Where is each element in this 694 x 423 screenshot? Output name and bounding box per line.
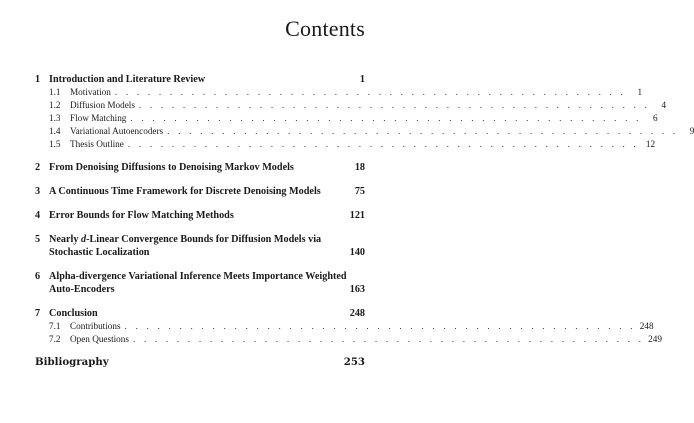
- bibliography-title: Bibliography: [35, 356, 109, 368]
- page-title: Contents: [285, 16, 365, 41]
- chapter-title-line1: Alpha-divergence Variational Inference Meets Importance Weighted: [49, 271, 347, 282]
- chapter-title: From Denoising Diffusions to Denoising Markov Models: [49, 162, 294, 173]
- toc-section-1-5[interactable]: [35, 138, 656, 151]
- toc-chapter-3[interactable]: [35, 185, 365, 198]
- chapter-title: Error Bounds for Flow Matching Methods: [49, 210, 234, 221]
- chapter-number: 5: [35, 234, 41, 245]
- section-title: Thesis Outline: [70, 139, 124, 149]
- chapter-page: 248: [349, 308, 365, 319]
- section-title: Contributions: [70, 321, 121, 331]
- section-number: 1.5: [49, 139, 61, 149]
- section-number: 7.1: [49, 321, 61, 331]
- toc-section-1-4[interactable]: [35, 125, 694, 138]
- chapter-page: 163: [349, 284, 365, 295]
- section-page: 248: [639, 321, 654, 331]
- chapter-number: 2: [35, 162, 41, 173]
- chapter-number: 6: [35, 271, 41, 282]
- chapter-page: 121: [349, 210, 365, 221]
- bibliography-page: 253: [343, 356, 365, 368]
- chapter-title: Conclusion: [49, 308, 98, 319]
- chapter-page: 75: [354, 186, 365, 197]
- section-page: 6: [653, 113, 658, 123]
- chapter-title-line1: Nearly d-Linear Convergence Bounds for Diffusion Models via: [49, 234, 322, 245]
- section-title: Variational Autoencoders: [70, 126, 164, 136]
- chapter-page: 1: [359, 74, 365, 85]
- toc-chapter-6[interactable]: [35, 270, 365, 296]
- chapter-title-line2: Auto-Encoders: [49, 284, 115, 295]
- toc-chapter-7[interactable]: [35, 307, 365, 320]
- dot-leader: . . . . . . . . . . . . . . . . . . . . . . . . . . . . . . . . . . . . . . . . . . . . . . .: [124, 321, 636, 331]
- section-page: 249: [648, 334, 662, 344]
- toc-section-7-1[interactable]: [35, 320, 654, 333]
- dot-leader: . . . . . . . . . . . . . . . . . . . . . . . . . . . . . . . . . . . . . . . . . . . . . . .: [127, 139, 640, 149]
- toc-section-1-1[interactable]: [35, 86, 643, 99]
- dot-leader: . . . . . . . . . . . . . . . . . . . . . . . . . . . . . . . . . . . . . . . . . . . . . . .: [114, 87, 627, 97]
- section-number: 1.1: [49, 87, 61, 97]
- chapter-number: 4: [35, 210, 41, 221]
- chapter-number: 3: [35, 186, 41, 197]
- chapter-number: 7: [35, 308, 41, 319]
- section-page: 9: [689, 126, 694, 136]
- dot-leader: . . . . . . . . . . . . . . . . . . . . . . . . . . . . . . . . . . . . . . . . . . . . . . .: [132, 334, 645, 344]
- chapter-number: 1: [35, 74, 41, 85]
- section-number: 1.2: [49, 100, 61, 110]
- toc-chapter-5[interactable]: [35, 233, 365, 259]
- chapter-title: A Continuous Time Framework for Discrete Denoising Models: [49, 186, 321, 197]
- table-of-contents: [35, 73, 694, 369]
- toc-chapter-1[interactable]: [35, 73, 365, 86]
- toc-section-7-2[interactable]: [35, 333, 662, 346]
- section-title: Open Questions: [70, 334, 129, 344]
- section-page: 4: [661, 100, 667, 110]
- section-title: Flow Matching: [70, 113, 127, 123]
- dot-leader: . . . . . . . . . . . . . . . . . . . . . . . . . . . . . . . . . . . . . . . . . . . . . . .: [138, 100, 651, 110]
- chapter-page: 18: [354, 162, 365, 173]
- section-number: 1.3: [49, 113, 61, 123]
- chapter-title: Introduction and Literature Review: [49, 74, 206, 85]
- section-number: 7.2: [49, 334, 61, 344]
- section-title: Motivation: [70, 87, 111, 97]
- toc-section-1-3[interactable]: [35, 112, 658, 125]
- section-title: Diffusion Models: [70, 100, 135, 110]
- toc-chapter-2[interactable]: [35, 161, 365, 174]
- toc-bibliography[interactable]: [35, 356, 365, 369]
- section-page: 12: [645, 139, 656, 149]
- chapter-title-line2: Stochastic Localization: [49, 247, 150, 258]
- toc-chapter-4[interactable]: [35, 209, 365, 222]
- section-page: 1: [637, 87, 643, 97]
- chapter-page: 140: [349, 247, 365, 258]
- dot-leader: . . . . . . . . . . . . . . . . . . . . . . . . . . . . . . . . . . . . . . . . . . . . . . .: [167, 126, 679, 136]
- section-number: 1.4: [49, 126, 61, 136]
- dot-leader: . . . . . . . . . . . . . . . . . . . . . . . . . . . . . . . . . . . . . . . . . . . . . . .: [130, 113, 642, 123]
- toc-section-1-2[interactable]: [35, 99, 667, 112]
